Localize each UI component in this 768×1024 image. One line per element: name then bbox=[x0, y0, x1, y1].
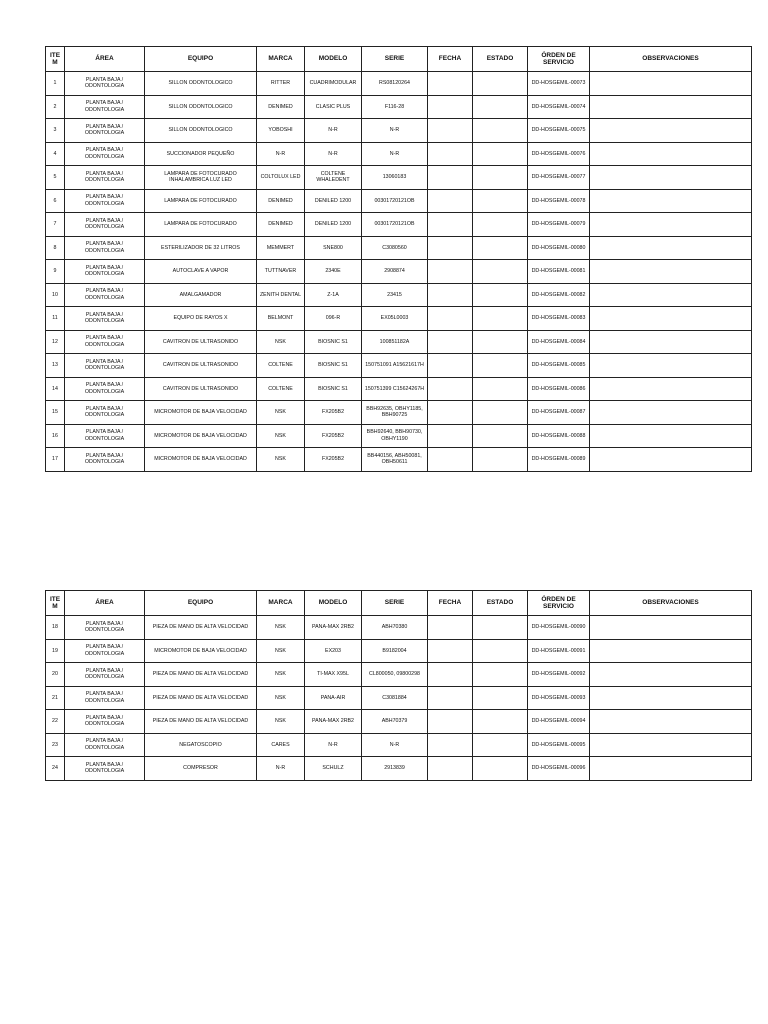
estado-cell bbox=[473, 686, 528, 710]
orden-servicio-cell: DD-HOSGEMIL-00073 bbox=[528, 72, 590, 96]
area-cell: PLANTA BAJA / ODONTOLOGIA bbox=[65, 377, 145, 401]
equipo-cell: SILLON ODONTOLOGICO bbox=[145, 119, 257, 143]
item-cell: 23 bbox=[46, 733, 65, 757]
orden-servicio-cell: DD-HOSGEMIL-00082 bbox=[528, 283, 590, 307]
marca-cell: DENIMED bbox=[257, 189, 305, 213]
serie-cell: N-R bbox=[362, 119, 428, 143]
equipo-cell: CAVITRON DE ULTRASONIDO bbox=[145, 354, 257, 378]
orden-servicio-cell: DD-HOSGEMIL-00087 bbox=[528, 401, 590, 425]
fecha-cell bbox=[428, 424, 473, 448]
table-row bbox=[46, 686, 752, 710]
area-cell: PLANTA BAJA / ODONTOLOGIA bbox=[65, 330, 145, 354]
estado-cell bbox=[473, 377, 528, 401]
fecha-cell bbox=[428, 260, 473, 284]
equipo-cell: PIEZA DE MANO DE ALTA VELOCIDAD bbox=[145, 710, 257, 734]
estado-cell bbox=[473, 757, 528, 781]
table-row bbox=[46, 663, 752, 687]
modelo-cell: 096-R bbox=[305, 307, 362, 331]
estado-cell bbox=[473, 330, 528, 354]
observaciones-cell bbox=[590, 330, 752, 354]
observaciones-cell bbox=[590, 236, 752, 260]
serie-cell: C3080560 bbox=[362, 236, 428, 260]
marca-cell: DENIMED bbox=[257, 213, 305, 237]
serie-cell: 2908874 bbox=[362, 260, 428, 284]
table-row bbox=[46, 377, 752, 401]
estado-cell bbox=[473, 448, 528, 472]
table-row bbox=[46, 448, 752, 472]
table-body bbox=[46, 72, 752, 472]
fecha-cell bbox=[428, 639, 473, 663]
observaciones-cell bbox=[590, 401, 752, 425]
marca-cell: NSK bbox=[257, 401, 305, 425]
modelo-cell: COLTENE WHALEDENT bbox=[305, 166, 362, 190]
modelo-cell: PANA-AIR bbox=[305, 686, 362, 710]
table-row bbox=[46, 733, 752, 757]
orden-servicio-cell: DD-HOSGEMIL-00096 bbox=[528, 757, 590, 781]
estado-cell bbox=[473, 424, 528, 448]
table-row bbox=[46, 307, 752, 331]
col-header-estado: ESTADO bbox=[473, 591, 528, 616]
fecha-cell bbox=[428, 236, 473, 260]
col-header-area: ÁREA bbox=[65, 47, 145, 72]
marca-cell: NSK bbox=[257, 330, 305, 354]
marca-cell: DENIMED bbox=[257, 95, 305, 119]
table-row bbox=[46, 401, 752, 425]
serie-cell: 00301720121OB bbox=[362, 189, 428, 213]
observaciones-cell bbox=[590, 142, 752, 166]
equipo-cell: ESTERILIZADOR DE 32 LITROS bbox=[145, 236, 257, 260]
item-cell: 24 bbox=[46, 757, 65, 781]
col-header-estado: ESTADO bbox=[473, 47, 528, 72]
equipo-cell: EQUIPO DE RAYOS X bbox=[145, 307, 257, 331]
area-cell: PLANTA BAJA / ODONTOLOGIA bbox=[65, 260, 145, 284]
area-cell: PLANTA BAJA / ODONTOLOGIA bbox=[65, 424, 145, 448]
equipo-cell: PIEZA DE MANO DE ALTA VELOCIDAD bbox=[145, 663, 257, 687]
fecha-cell bbox=[428, 95, 473, 119]
table-row bbox=[46, 72, 752, 96]
col-header-area: ÁREA bbox=[65, 591, 145, 616]
equipment-table-1 bbox=[45, 46, 752, 472]
marca-cell: NSK bbox=[257, 710, 305, 734]
estado-cell bbox=[473, 95, 528, 119]
area-cell: PLANTA BAJA / ODONTOLOGIA bbox=[65, 236, 145, 260]
fecha-cell bbox=[428, 616, 473, 640]
serie-cell: 13060183 bbox=[362, 166, 428, 190]
estado-cell bbox=[473, 166, 528, 190]
modelo-cell: FX205B2 bbox=[305, 448, 362, 472]
fecha-cell bbox=[428, 448, 473, 472]
area-cell: PLANTA BAJA / ODONTOLOGIA bbox=[65, 639, 145, 663]
item-cell: 10 bbox=[46, 283, 65, 307]
table-row bbox=[46, 424, 752, 448]
col-header-marca: MARCA bbox=[257, 47, 305, 72]
observaciones-cell bbox=[590, 377, 752, 401]
fecha-cell bbox=[428, 663, 473, 687]
modelo-cell: CUADRIMODULAR bbox=[305, 72, 362, 96]
col-header-fecha: FECHA bbox=[428, 591, 473, 616]
orden-servicio-cell: DD-HOSGEMIL-00076 bbox=[528, 142, 590, 166]
equipo-cell: LAMPARA DE FOTOCURADO bbox=[145, 189, 257, 213]
col-header-orden-servicio: ÓRDEN DE SERVICIO bbox=[528, 47, 590, 72]
item-cell: 20 bbox=[46, 663, 65, 687]
equipo-cell: MICROMOTOR DE BAJA VELOCIDAD bbox=[145, 448, 257, 472]
fecha-cell bbox=[428, 330, 473, 354]
marca-cell: NSK bbox=[257, 639, 305, 663]
equipo-cell: MICROMOTOR DE BAJA VELOCIDAD bbox=[145, 639, 257, 663]
orden-servicio-cell: DD-HOSGEMIL-00075 bbox=[528, 119, 590, 143]
equipo-cell: COMPRESOR bbox=[145, 757, 257, 781]
area-cell: PLANTA BAJA / ODONTOLOGIA bbox=[65, 283, 145, 307]
estado-cell bbox=[473, 354, 528, 378]
observaciones-cell bbox=[590, 95, 752, 119]
orden-servicio-cell: DD-HOSGEMIL-00086 bbox=[528, 377, 590, 401]
observaciones-cell bbox=[590, 710, 752, 734]
serie-cell: BBH92640, BBH90730, OBHY1190 bbox=[362, 424, 428, 448]
modelo-cell: Z-1A bbox=[305, 283, 362, 307]
serie-cell: ABH70380 bbox=[362, 616, 428, 640]
orden-servicio-cell: DD-HOSGEMIL-00080 bbox=[528, 236, 590, 260]
area-cell: PLANTA BAJA / ODONTOLOGIA bbox=[65, 710, 145, 734]
estado-cell bbox=[473, 307, 528, 331]
equipo-cell: PIEZA DE MANO DE ALTA VELOCIDAD bbox=[145, 616, 257, 640]
col-header-observaciones: OBSERVACIONES bbox=[590, 591, 752, 616]
orden-servicio-cell: DD-HOSGEMIL-00094 bbox=[528, 710, 590, 734]
area-cell: PLANTA BAJA / ODONTOLOGIA bbox=[65, 189, 145, 213]
orden-servicio-cell: DD-HOSGEMIL-00074 bbox=[528, 95, 590, 119]
serie-cell: ABH70379 bbox=[362, 710, 428, 734]
fecha-cell bbox=[428, 401, 473, 425]
marca-cell: YOBOSHI bbox=[257, 119, 305, 143]
fecha-cell bbox=[428, 733, 473, 757]
marca-cell: NSK bbox=[257, 686, 305, 710]
item-cell: 14 bbox=[46, 377, 65, 401]
orden-servicio-cell: DD-HOSGEMIL-00095 bbox=[528, 733, 590, 757]
orden-servicio-cell: DD-HOSGEMIL-00092 bbox=[528, 663, 590, 687]
serie-cell: 150751091 A15621617H bbox=[362, 354, 428, 378]
fecha-cell bbox=[428, 142, 473, 166]
observaciones-cell bbox=[590, 260, 752, 284]
item-cell: 19 bbox=[46, 639, 65, 663]
orden-servicio-cell: DD-HOSGEMIL-00077 bbox=[528, 166, 590, 190]
observaciones-cell bbox=[590, 424, 752, 448]
observaciones-cell bbox=[590, 639, 752, 663]
orden-servicio-cell: DD-HOSGEMIL-00083 bbox=[528, 307, 590, 331]
area-cell: PLANTA BAJA / ODONTOLOGIA bbox=[65, 663, 145, 687]
observaciones-cell bbox=[590, 757, 752, 781]
col-header-serie: SERIE bbox=[362, 47, 428, 72]
marca-cell: COLTENE bbox=[257, 377, 305, 401]
item-cell: 18 bbox=[46, 616, 65, 640]
fecha-cell bbox=[428, 757, 473, 781]
serie-cell: F116-28 bbox=[362, 95, 428, 119]
area-cell: PLANTA BAJA / ODONTOLOGIA bbox=[65, 95, 145, 119]
modelo-cell: PANA-MAX 2RB2 bbox=[305, 616, 362, 640]
equipo-cell: SILLON ODONTOLOGICO bbox=[145, 95, 257, 119]
marca-cell: COLTOLUX LED bbox=[257, 166, 305, 190]
estado-cell bbox=[473, 213, 528, 237]
equipo-cell: AUTOCLAVE A VAPOR bbox=[145, 260, 257, 284]
observaciones-cell bbox=[590, 616, 752, 640]
item-cell: 12 bbox=[46, 330, 65, 354]
equipo-cell: LAMPARA DE FOTOCURADO bbox=[145, 213, 257, 237]
item-cell: 8 bbox=[46, 236, 65, 260]
orden-servicio-cell: DD-HOSGEMIL-00089 bbox=[528, 448, 590, 472]
serie-cell: C3081884 bbox=[362, 686, 428, 710]
estado-cell bbox=[473, 639, 528, 663]
col-header-item: ITEM bbox=[46, 47, 65, 72]
equipo-cell: MICROMOTOR DE BAJA VELOCIDAD bbox=[145, 424, 257, 448]
area-cell: PLANTA BAJA / ODONTOLOGIA bbox=[65, 72, 145, 96]
estado-cell bbox=[473, 733, 528, 757]
modelo-cell: TI-MAX X95L bbox=[305, 663, 362, 687]
fecha-cell bbox=[428, 354, 473, 378]
observaciones-cell bbox=[590, 448, 752, 472]
item-cell: 9 bbox=[46, 260, 65, 284]
equipo-cell: NEGATOSCOPIO bbox=[145, 733, 257, 757]
observaciones-cell bbox=[590, 213, 752, 237]
col-header-equipo: EQUIPO bbox=[145, 591, 257, 616]
marca-cell: BELMONT bbox=[257, 307, 305, 331]
marca-cell: N-R bbox=[257, 757, 305, 781]
table-row bbox=[46, 142, 752, 166]
marca-cell: MEMMERT bbox=[257, 236, 305, 260]
serie-cell: 2913839 bbox=[362, 757, 428, 781]
fecha-cell bbox=[428, 166, 473, 190]
observaciones-cell bbox=[590, 189, 752, 213]
equipo-cell: SILLON ODONTOLOGICO bbox=[145, 72, 257, 96]
marca-cell: COLTENE bbox=[257, 354, 305, 378]
orden-servicio-cell: DD-HOSGEMIL-00078 bbox=[528, 189, 590, 213]
area-cell: PLANTA BAJA / ODONTOLOGIA bbox=[65, 401, 145, 425]
serie-cell: B9182004 bbox=[362, 639, 428, 663]
modelo-cell: SNE800 bbox=[305, 236, 362, 260]
area-cell: PLANTA BAJA / ODONTOLOGIA bbox=[65, 213, 145, 237]
marca-cell: NSK bbox=[257, 663, 305, 687]
modelo-cell: N-R bbox=[305, 142, 362, 166]
estado-cell bbox=[473, 142, 528, 166]
estado-cell bbox=[473, 663, 528, 687]
modelo-cell: BIOSNIC S1 bbox=[305, 354, 362, 378]
item-cell: 6 bbox=[46, 189, 65, 213]
estado-cell bbox=[473, 401, 528, 425]
fecha-cell bbox=[428, 686, 473, 710]
marca-cell: ZENITH DENTAL bbox=[257, 283, 305, 307]
marca-cell: CARES bbox=[257, 733, 305, 757]
item-cell: 16 bbox=[46, 424, 65, 448]
table-row bbox=[46, 119, 752, 143]
estado-cell bbox=[473, 260, 528, 284]
marca-cell: N-R bbox=[257, 142, 305, 166]
marca-cell: NSK bbox=[257, 616, 305, 640]
fecha-cell bbox=[428, 710, 473, 734]
modelo-cell: SCHULZ bbox=[305, 757, 362, 781]
area-cell: PLANTA BAJA / ODONTOLOGIA bbox=[65, 616, 145, 640]
fecha-cell bbox=[428, 72, 473, 96]
table-row bbox=[46, 95, 752, 119]
equipo-cell: LAMPARA DE FOTOCURADO INHALAMBRICA LUZ LED bbox=[145, 166, 257, 190]
observaciones-cell bbox=[590, 686, 752, 710]
equipo-cell: CAVITRON DE ULTRASONIDO bbox=[145, 330, 257, 354]
serie-cell: 100851182A bbox=[362, 330, 428, 354]
estado-cell bbox=[473, 236, 528, 260]
item-cell: 5 bbox=[46, 166, 65, 190]
modelo-cell: N-R bbox=[305, 733, 362, 757]
item-cell: 1 bbox=[46, 72, 65, 96]
equipo-cell: MICROMOTOR DE BAJA VELOCIDAD bbox=[145, 401, 257, 425]
estado-cell bbox=[473, 72, 528, 96]
modelo-cell: FX205B2 bbox=[305, 401, 362, 425]
serie-cell: N-R bbox=[362, 142, 428, 166]
item-cell: 17 bbox=[46, 448, 65, 472]
fecha-cell bbox=[428, 307, 473, 331]
observaciones-cell bbox=[590, 166, 752, 190]
modelo-cell: N-R bbox=[305, 119, 362, 143]
equipment-table-2 bbox=[45, 590, 752, 781]
item-cell: 7 bbox=[46, 213, 65, 237]
serie-cell: 150751399 C15624267H bbox=[362, 377, 428, 401]
table-row bbox=[46, 213, 752, 237]
item-cell: 2 bbox=[46, 95, 65, 119]
item-cell: 15 bbox=[46, 401, 65, 425]
table-row bbox=[46, 616, 752, 640]
table-row bbox=[46, 189, 752, 213]
estado-cell bbox=[473, 710, 528, 734]
area-cell: PLANTA BAJA / ODONTOLOGIA bbox=[65, 757, 145, 781]
equipo-cell: SUCCIONADOR PEQUEÑO bbox=[145, 142, 257, 166]
observaciones-cell bbox=[590, 733, 752, 757]
marca-cell: NSK bbox=[257, 424, 305, 448]
col-header-modelo: MODELO bbox=[305, 591, 362, 616]
equipo-cell: PIEZA DE MANO DE ALTA VELOCIDAD bbox=[145, 686, 257, 710]
table-row bbox=[46, 236, 752, 260]
header-row bbox=[46, 591, 752, 616]
orden-servicio-cell: DD-HOSGEMIL-00091 bbox=[528, 639, 590, 663]
observaciones-cell bbox=[590, 663, 752, 687]
area-cell: PLANTA BAJA / ODONTOLOGIA bbox=[65, 307, 145, 331]
equipo-cell: AMALGAMADOR bbox=[145, 283, 257, 307]
observaciones-cell bbox=[590, 72, 752, 96]
item-cell: 21 bbox=[46, 686, 65, 710]
modelo-cell: EX203 bbox=[305, 639, 362, 663]
modelo-cell: BIOSNIC S1 bbox=[305, 377, 362, 401]
estado-cell bbox=[473, 119, 528, 143]
modelo-cell: PANA-MAX 2RB2 bbox=[305, 710, 362, 734]
fecha-cell bbox=[428, 283, 473, 307]
equipo-cell: CAVITRON DE ULTRASONIDO bbox=[145, 377, 257, 401]
serie-cell: BB440156, ABH50081, OBH50611 bbox=[362, 448, 428, 472]
table-row bbox=[46, 330, 752, 354]
area-cell: PLANTA BAJA / ODONTOLOGIA bbox=[65, 166, 145, 190]
table-row bbox=[46, 710, 752, 734]
serie-cell: N-R bbox=[362, 733, 428, 757]
serie-cell: EX05L0003 bbox=[362, 307, 428, 331]
marca-cell: NSK bbox=[257, 448, 305, 472]
observaciones-cell bbox=[590, 119, 752, 143]
col-header-observaciones: OBSERVACIONES bbox=[590, 47, 752, 72]
fecha-cell bbox=[428, 119, 473, 143]
area-cell: PLANTA BAJA / ODONTOLOGIA bbox=[65, 142, 145, 166]
marca-cell: RITTER bbox=[257, 72, 305, 96]
col-header-serie: SERIE bbox=[362, 591, 428, 616]
orden-servicio-cell: DD-HOSGEMIL-00093 bbox=[528, 686, 590, 710]
orden-servicio-cell: DD-HOSGEMIL-00081 bbox=[528, 260, 590, 284]
observaciones-cell bbox=[590, 307, 752, 331]
orden-servicio-cell: DD-HOSGEMIL-00085 bbox=[528, 354, 590, 378]
modelo-cell: DENILED 1200 bbox=[305, 189, 362, 213]
fecha-cell bbox=[428, 213, 473, 237]
modelo-cell: 2340E bbox=[305, 260, 362, 284]
serie-cell: CL800050, 09800298 bbox=[362, 663, 428, 687]
table-row bbox=[46, 757, 752, 781]
table-row bbox=[46, 260, 752, 284]
estado-cell bbox=[473, 189, 528, 213]
modelo-cell: BIOSNIC S1 bbox=[305, 330, 362, 354]
item-cell: 13 bbox=[46, 354, 65, 378]
orden-servicio-cell: DD-HOSGEMIL-00084 bbox=[528, 330, 590, 354]
fecha-cell bbox=[428, 189, 473, 213]
serie-cell: 00301720121OB bbox=[362, 213, 428, 237]
estado-cell bbox=[473, 616, 528, 640]
item-cell: 3 bbox=[46, 119, 65, 143]
area-cell: PLANTA BAJA / ODONTOLOGIA bbox=[65, 354, 145, 378]
area-cell: PLANTA BAJA / ODONTOLOGIA bbox=[65, 686, 145, 710]
orden-servicio-cell: DD-HOSGEMIL-00079 bbox=[528, 213, 590, 237]
header-row bbox=[46, 47, 752, 72]
col-header-item: ITEM bbox=[46, 591, 65, 616]
table-row bbox=[46, 283, 752, 307]
col-header-equipo: EQUIPO bbox=[145, 47, 257, 72]
item-cell: 11 bbox=[46, 307, 65, 331]
orden-servicio-cell: DD-HOSGEMIL-00090 bbox=[528, 616, 590, 640]
table-row bbox=[46, 166, 752, 190]
table-row bbox=[46, 639, 752, 663]
table-body bbox=[46, 616, 752, 781]
orden-servicio-cell: DD-HOSGEMIL-00088 bbox=[528, 424, 590, 448]
modelo-cell: CLASIC PLUS bbox=[305, 95, 362, 119]
area-cell: PLANTA BAJA / ODONTOLOGIA bbox=[65, 448, 145, 472]
col-header-modelo: MODELO bbox=[305, 47, 362, 72]
area-cell: PLANTA BAJA / ODONTOLOGIA bbox=[65, 733, 145, 757]
modelo-cell: DENILED 1200 bbox=[305, 213, 362, 237]
item-cell: 4 bbox=[46, 142, 65, 166]
observaciones-cell bbox=[590, 283, 752, 307]
table-row bbox=[46, 354, 752, 378]
fecha-cell bbox=[428, 377, 473, 401]
col-header-fecha: FECHA bbox=[428, 47, 473, 72]
item-cell: 22 bbox=[46, 710, 65, 734]
estado-cell bbox=[473, 283, 528, 307]
observaciones-cell bbox=[590, 354, 752, 378]
modelo-cell: FX205B2 bbox=[305, 424, 362, 448]
serie-cell: RS08120264 bbox=[362, 72, 428, 96]
col-header-marca: MARCA bbox=[257, 591, 305, 616]
marca-cell: TUTTNAVER bbox=[257, 260, 305, 284]
serie-cell: BBH92635, OBHY1185, BBH90725 bbox=[362, 401, 428, 425]
col-header-orden-servicio: ÓRDEN DE SERVICIO bbox=[528, 591, 590, 616]
area-cell: PLANTA BAJA / ODONTOLOGIA bbox=[65, 119, 145, 143]
serie-cell: 23415 bbox=[362, 283, 428, 307]
